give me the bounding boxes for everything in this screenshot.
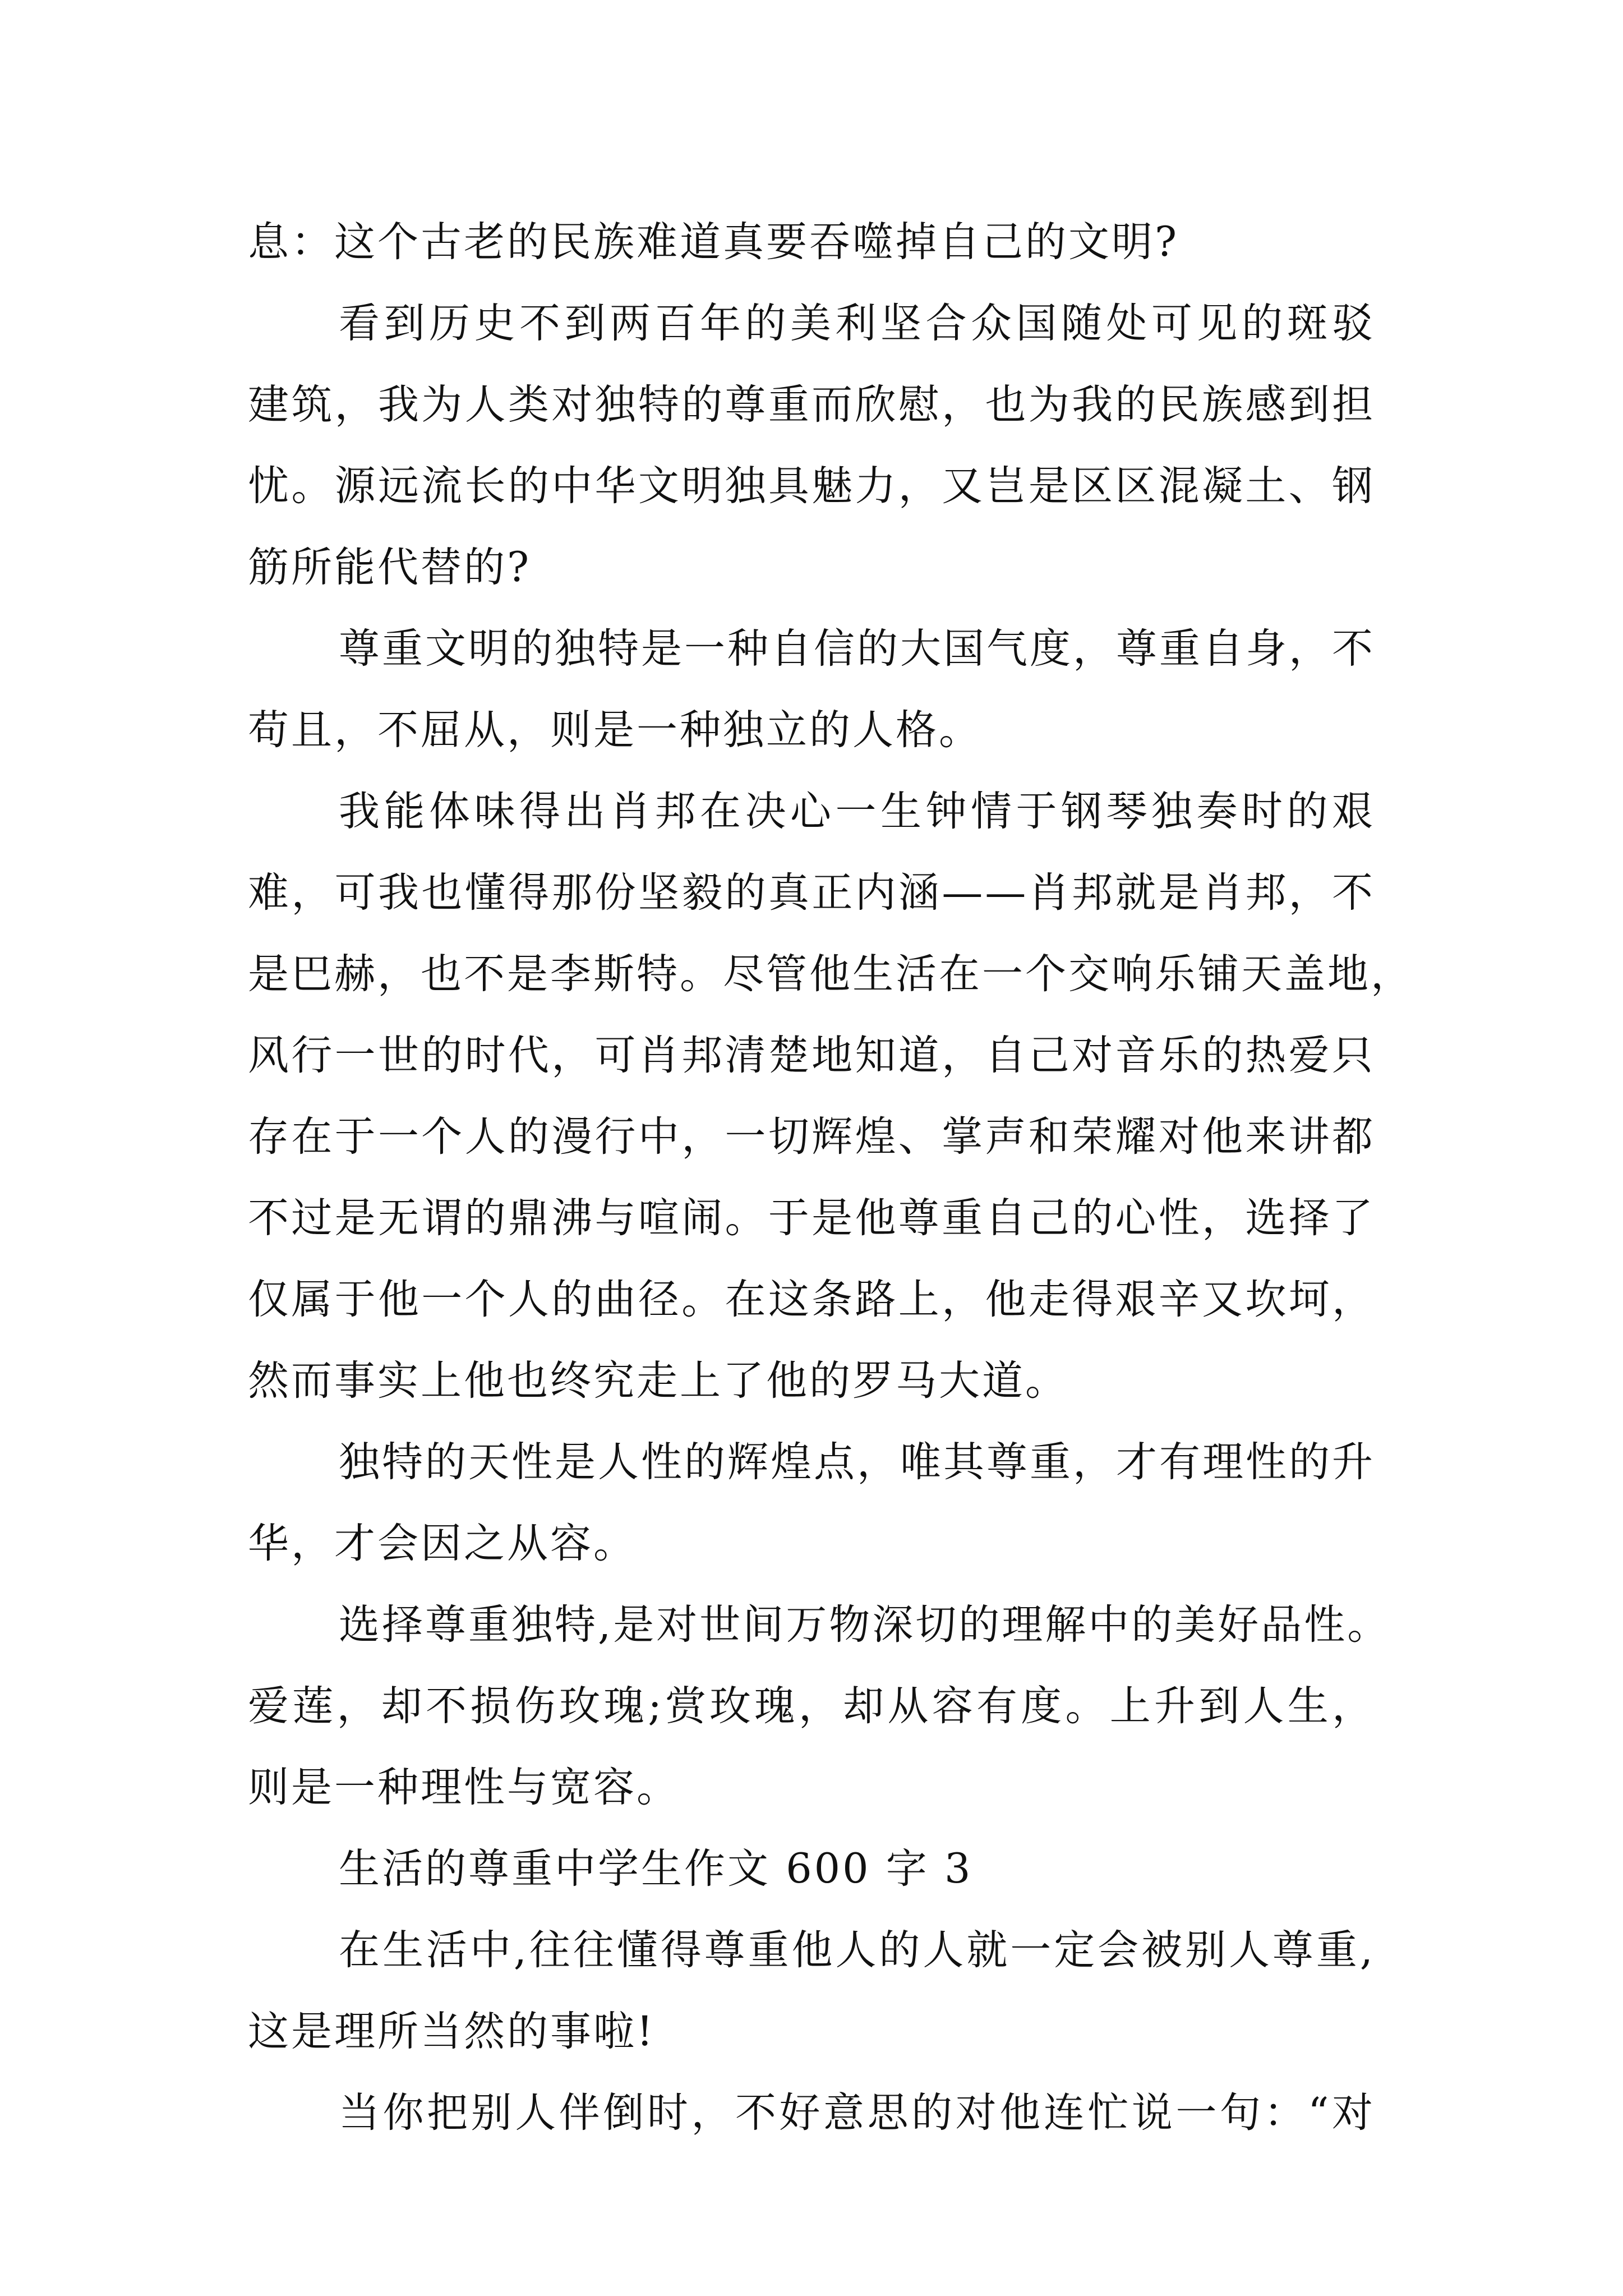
paragraph-first-line: 我能体味得出肖邦在决心一生钟情于钢琴独奏时的艰	[339, 788, 1375, 835]
text-line: 爱莲，却不损伤玫瑰;赏玫瑰，却从容有度。上升到人生，	[248, 1682, 1375, 1730]
text-line: 息：这个古老的民族难道真要吞噬掉自己的文明?	[248, 218, 1179, 266]
text-line: 忧。源远流长的中华文明独具魅力，又岂是区区混凝土、钢	[248, 462, 1375, 510]
text-line: 仅属于他一个人的曲径。在这条路上，他走得艰辛又坎坷，	[248, 1276, 1375, 1323]
paragraph-first-line: 在生活中,往往懂得尊重他人的人就一定会被别人尊重,	[339, 1926, 1375, 1974]
text-line: 然而事实上他也终究走上了他的罗马大道。	[248, 1357, 1068, 1405]
text-line: 苟且，不屈从，则是一种独立的人格。	[248, 706, 982, 754]
paragraph-first-line: 尊重文明的独特是一种自信的大国气度，尊重自身，不	[339, 625, 1375, 673]
text-line: 难，可我也懂得那份坚毅的真正内涵——肖邦就是肖邦，不	[248, 869, 1375, 917]
paragraph-first-line: 选择尊重独特,是对世间万物深切的理解中的美好品性。	[339, 1601, 1391, 1649]
section-heading: 生活的尊重中学生作文 600 字 3	[339, 1845, 973, 1893]
paragraph-first-line: 独特的天性是人性的辉煌点，唯其尊重，才有理性的升	[339, 1438, 1375, 1486]
text-line: 华，才会因之从容。	[248, 1520, 637, 1567]
text-line: 是巴赫，也不是李斯特。尽管他生活在一个交响乐铺天盖地，	[248, 950, 1414, 998]
paragraph-first-line: 看到历史不到两百年的美利坚合众国随处可见的斑驳	[339, 300, 1375, 347]
text-line: 则是一种理性与宽容。	[248, 1764, 680, 1811]
text-line: 风行一世的时代，可肖邦清楚地知道，自己对音乐的热爱只	[248, 1032, 1375, 1079]
text-line: 不过是无谓的鼎沸与喧闹。于是他尊重自己的心性，选择了	[248, 1194, 1375, 1242]
paragraph-first-line: 当你把别人伴倒时，不好意思的对他连忙说一句：“对	[339, 2089, 1375, 2137]
text-line: 建筑，我为人类对独特的尊重而欣慰，也为我的民族感到担	[248, 381, 1375, 429]
text-line: 这是理所当然的事啦!	[248, 2008, 656, 2055]
essay-body	[248, 209, 1414, 2161]
text-line: 存在于一个人的漫行中，一切辉煌、掌声和荣耀对他来讲都	[248, 1113, 1375, 1161]
text-line: 筋所能代替的?	[248, 544, 532, 591]
